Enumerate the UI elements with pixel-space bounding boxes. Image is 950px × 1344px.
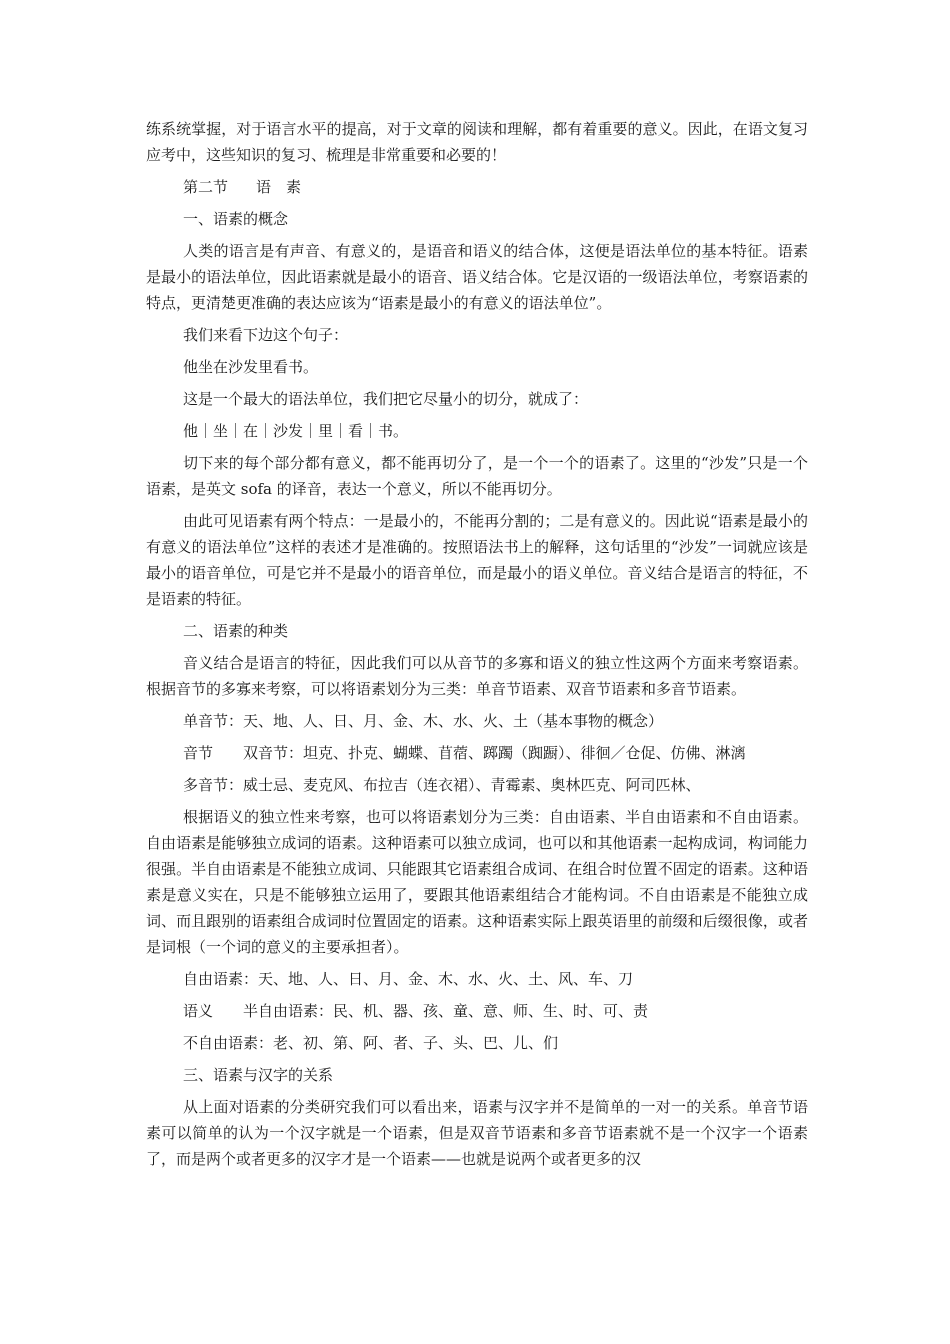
category-text: 双音节：坦克、扑克、蝴蝶、苜蓿、踯躅（踟蹰）、徘徊／仓促、仿佛、淋漓 — [243, 744, 746, 762]
category-line: 单音节：天、地、人、日、月、金、木、水、火、土（基本事物的概念） — [183, 712, 664, 730]
subsection-heading: 一、语素的概念 — [183, 210, 289, 228]
section-title: 语 素 — [256, 178, 302, 196]
category-group-label: 语义 — [183, 1002, 214, 1020]
paragraph: 练系统掌握，对于语言水平的提高，对于文章的阅读和理解，都有着重要的意义。因此，在语文复习应考中，这些知识的复习、梳理是非常重要和必要的！ — [146, 120, 808, 164]
category-line: 自由语素：天、地、人、日、月、金、木、水、火、土、风、车、刀 — [183, 970, 634, 988]
paragraph: 从上面对语素的分类研究我们可以看出来，语素与汉字并不是简单的一对一的关系。单音节语素可以简单的认为一个汉字就是一个语素，但是双音节语素和多音节语素就不是一个汉字一个语素了，而是两个或者更多的汉字才是一个语素——也就是说两个或者更多的汉 — [146, 1098, 808, 1168]
paragraph: 这是一个最大的语法单位，我们把它尽量小的切分，就成了： — [183, 390, 589, 408]
example-sentence: 他坐在沙发里看书。 — [183, 358, 319, 376]
subsection-heading: 三、语素与汉字的关系 — [183, 1066, 334, 1084]
category-line — [146, 998, 808, 1024]
category-text: 半自由语素：民、机、器、孩、童、意、师、生、时、可、责 — [243, 1002, 649, 1020]
category-line: 多音节：威士忌、麦克风、布拉吉（连衣裙）、青霉素、奥林匹克、阿司匹林、 — [183, 776, 701, 794]
category-group-label: 音节 — [183, 744, 214, 762]
paragraph: 切下来的每个部分都有意义，都不能再切分了，是一个一个的语素了。这里的“沙发”只是一个语素，是英文 sofa 的译音，表达一个意义，所以不能再切分。 — [146, 454, 808, 498]
category-line — [146, 740, 808, 766]
section-heading — [146, 174, 808, 200]
paragraph: 人类的语言是有声音、有意义的，是语音和语义的结合体，这便是语法单位的基本特征。语素是最小的语法单位，因此语素就是最小的语音、语义结合体。它是汉语的一级语法单位，考察语素的特点，更清楚更准确的表达应该为“语素是最小的有意义的语法单位”。 — [146, 242, 808, 312]
paragraph: 我们来看下边这个句子： — [183, 326, 349, 344]
category-line: 不自由语素：老、初、第、阿、者、子、头、巴、儿、们 — [183, 1034, 559, 1052]
section-number: 第二节 — [183, 178, 229, 196]
document-page — [146, 116, 808, 1178]
segmented-sentence: 他｜坐｜在｜沙发｜里｜看｜书。 — [183, 422, 409, 440]
paragraph: 由此可见语素有两个特点：一是最小的，不能再分割的；二是有意义的。因此说“语素是最小的有意义的语法单位”这样的表述才是准确的。按照语法书上的解释，这句话里的“沙发”一词就应该是最小的语音单位，可是它并不是最小的语音单位，而是最小的语义单位。音义结合是语言的特征，不是语素的特征。 — [146, 512, 808, 608]
paragraph: 根据语义的独立性来考察，也可以将语素划分为三类：自由语素、半自由语素和不自由语素。自由语素是能够独立成词的语素。这种语素可以独立成词，也可以和其他语素一起构成词，构词能力很强。半自由语素是不能独立成词、只能跟其它语素组合成词、在组合时位置不固定的语素。这种语素是意义实在，只是不能够独立运用了，要跟其他语素组结合才能构词。不自由语素是不能独立成词、而且跟别的语素组合成词时位置固定的语素。这种语素实际上跟英语里的前缀和后缀很像，或者是词根（一个词的意义的主要承担者）。 — [146, 808, 808, 956]
paragraph: 音义结合是语言的特征，因此我们可以从音节的多寡和语义的独立性这两个方面来考察语素。根据音节的多寡来考察，可以将语素划分为三类：单音节语素、双音节语素和多音节语素。 — [146, 654, 808, 698]
subsection-heading: 二、语素的种类 — [183, 622, 289, 640]
